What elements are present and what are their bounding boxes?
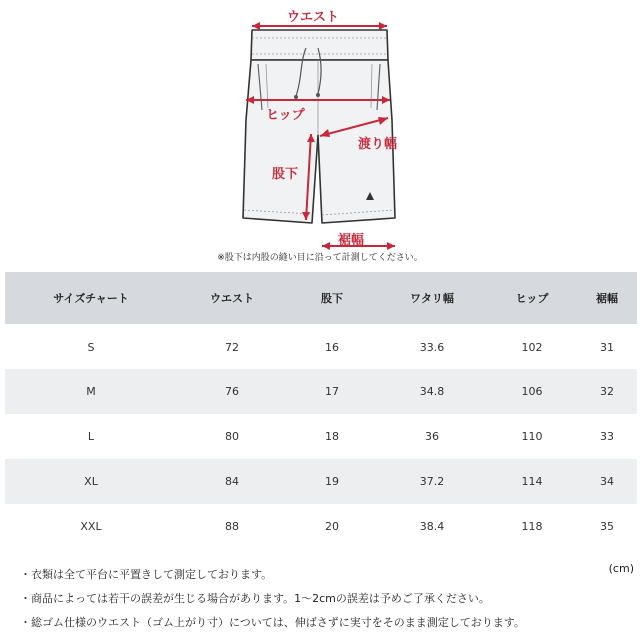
shorts-illustration <box>0 0 640 270</box>
cell-thigh: 36 <box>425 430 439 443</box>
cell-thigh: 34.8 <box>419 385 445 398</box>
thigh-label: 渡り幅 <box>358 137 398 152</box>
cell-inseam: 16 <box>325 341 339 354</box>
cell-hem: 33 <box>600 430 614 443</box>
cell-waist: 88 <box>225 520 239 533</box>
cell-inseam: 17 <box>325 385 339 398</box>
table-row <box>5 504 637 549</box>
header-inseam: 股下 <box>321 292 343 305</box>
waist-label: ウエスト <box>287 10 340 25</box>
cell-inseam: 20 <box>325 520 339 533</box>
cell-size: L <box>87 430 95 443</box>
cell-hem: 31 <box>600 341 614 354</box>
hem-label: 裾幅 <box>338 233 365 248</box>
cell-size: XL <box>84 475 98 488</box>
cell-size: XXL <box>80 520 102 533</box>
cell-hem: 35 <box>600 520 614 533</box>
cell-hip: 118 <box>521 520 543 533</box>
footnote: ・総ゴム仕様のウエスト（ゴム上がり寸）については、伸ばさずに実寸をそのまま測定しております。 <box>20 616 525 629</box>
cell-hem: 34 <box>600 475 614 488</box>
cell-waist: 76 <box>225 385 239 398</box>
footnote: ・商品によっては若干の誤差が生じる場合があります。1～2cmの誤差は予めご了承ください。 <box>20 592 490 605</box>
header-hem: 裾幅 <box>596 292 618 305</box>
cell-hem: 32 <box>600 385 614 398</box>
cell-hip: 110 <box>521 430 543 443</box>
cell-waist: 84 <box>225 475 239 488</box>
header-waist: ウエスト <box>210 292 254 305</box>
cell-thigh: 33.6 <box>419 341 445 354</box>
cell-size: M <box>86 385 96 398</box>
header-hip: ヒップ <box>515 292 549 305</box>
cell-hip: 106 <box>521 385 543 398</box>
cell-waist: 80 <box>225 430 239 443</box>
inseam-label: 股下 <box>272 167 299 182</box>
size-chart-table <box>5 272 637 549</box>
cell-size: S <box>87 341 95 354</box>
cell-inseam: 18 <box>325 430 339 443</box>
table-row <box>5 369 637 414</box>
cell-thigh: 38.4 <box>419 520 445 533</box>
cell-hip: 114 <box>521 475 543 488</box>
table-row <box>5 414 637 459</box>
footnote: ・衣類は全て平台に平置きして測定しております。 <box>20 568 273 581</box>
cell-waist: 72 <box>225 341 239 354</box>
header-thigh: ワタリ幅 <box>410 292 454 305</box>
measurement-note: ※股下は内股の縫い目に沿って計測してください。 <box>217 253 423 263</box>
table-row <box>5 324 637 369</box>
cell-hip: 102 <box>521 341 543 354</box>
cell-inseam: 19 <box>325 475 339 488</box>
unit-label: (cm) <box>608 562 634 575</box>
header-size-chart: サイズチャート <box>53 292 129 305</box>
table-header-row <box>5 272 637 324</box>
cell-thigh: 37.2 <box>419 475 445 488</box>
table-row <box>5 459 637 504</box>
hip-label: ヒップ <box>266 108 305 123</box>
measurement-diagram <box>0 0 640 270</box>
